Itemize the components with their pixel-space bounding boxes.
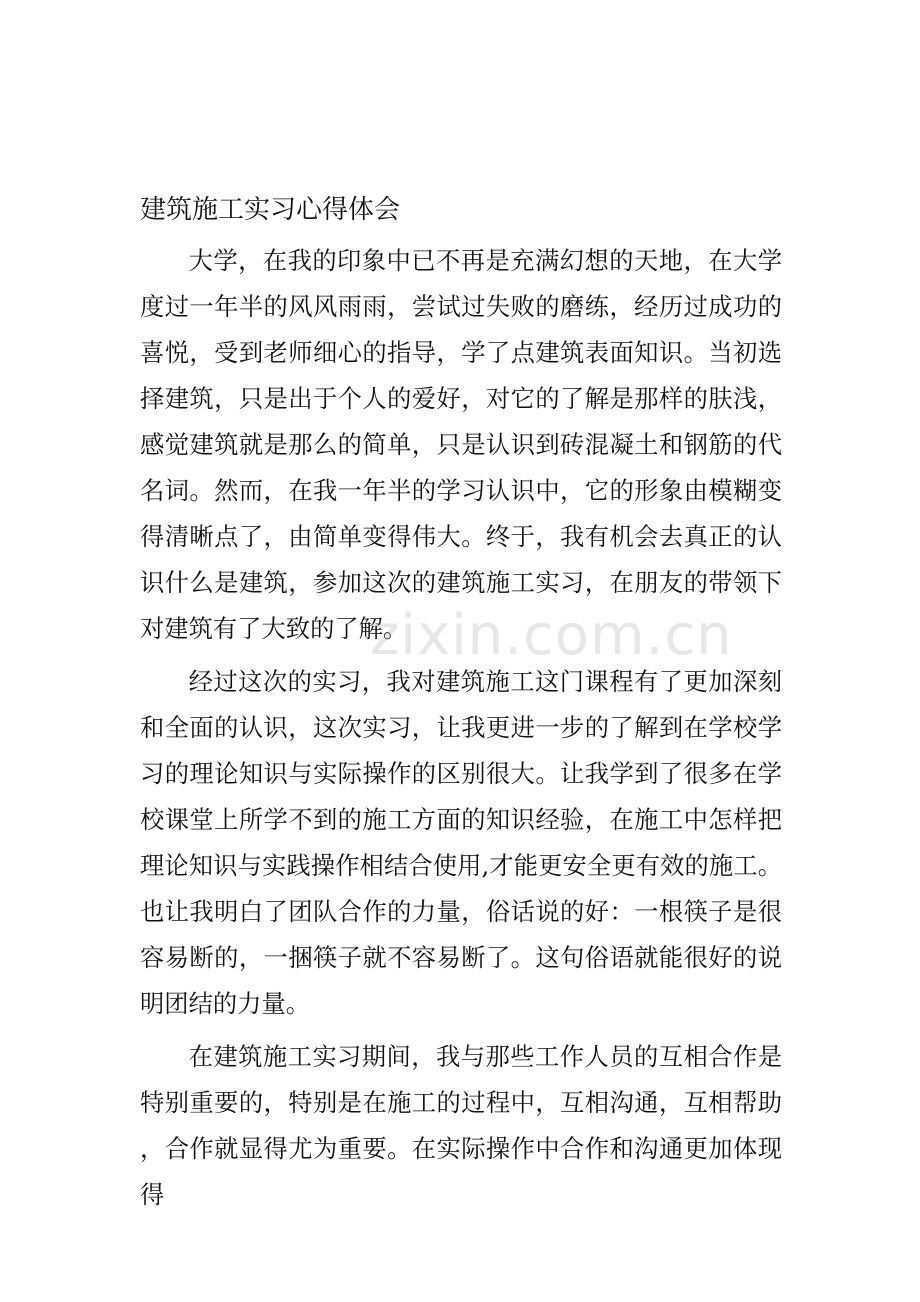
- watermark: zixin.com.cn: [370, 603, 733, 668]
- paragraph-3: 在建筑施工实习期间，我与那些工作人员的互相合作是特别重要的，特别是在施工的过程中，互相沟通，互相帮助，合作就显得尤为重要。在实际操作中合作和沟通更加体现得: [140, 1042, 782, 1209]
- document-title: 建筑施工实习心得体会: [140, 195, 401, 225]
- paragraph-1: 大学，在我的印象中已不再是充满幻想的天地，在大学度过一年半的风风雨雨，尝试过失败的磨练，经历过成功的喜悦，受到老师细心的指导，学了点建筑表面知识。当初选择建筑，只是出于个人的爱好，对它的了解是那样的肤浅，感觉建筑就是那么的简单，只是认识到砖混凝土和钢筋的代名词。然而，在我一年半的学习认识中，它的形象由模糊变得清晰点了，由简单变得伟大。终于，我有机会去真正的认识什么是建筑，参加这次的建筑施工实习，在朋友的带领下对建筑有了大致的了解。: [140, 246, 782, 643]
- document-body: [140, 238, 782, 1225]
- paragraph-2: 经过这次的实习，我对建筑施工这门课程有了更加深刻和全面的认识，这次实习，让我更进一步的了解到在学校学习的理论知识与实际操作的区别很大。让我学到了很多在学校课堂上所学不到的施工方面的知识经验，在施工中怎样把理论知识与实践操作相结合使用,才能更安全更有效的施工。也让我明白了团队合作的力量，俗话说的好：一根筷子是很容易断的，一捆筷子就不容易断了。这句俗语就能很好的说明团结的力量。: [140, 667, 782, 1018]
